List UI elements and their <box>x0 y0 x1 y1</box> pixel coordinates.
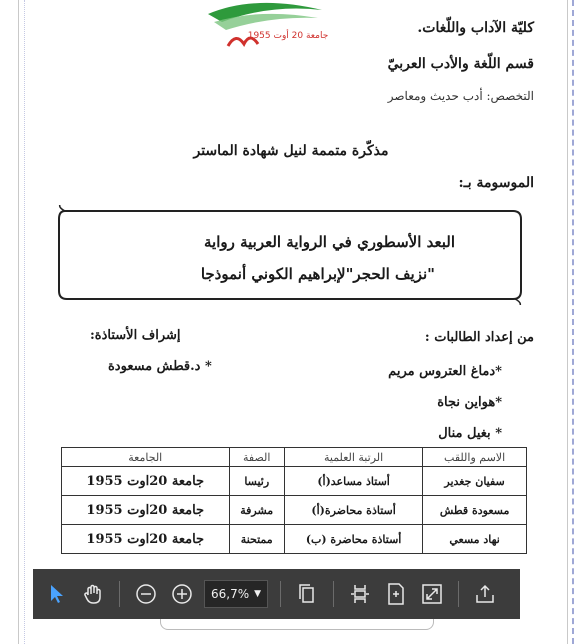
table-cell: أستاذة محاضرة(أ) <box>284 496 422 525</box>
table-cell: نهاد مسعي <box>423 525 527 554</box>
table-cell: مشرفة <box>229 496 284 525</box>
university-logo <box>200 0 330 52</box>
thesis-title-line2: "نزيف الحجر"لإبراهيم الكوني أنموذجا <box>200 265 435 283</box>
zoom-in-icon[interactable] <box>166 578 198 610</box>
fit-page-icon[interactable] <box>344 578 376 610</box>
hand-pan-icon[interactable] <box>77 578 109 610</box>
table-cell: مسعودة قطش <box>423 496 527 525</box>
supervisor-heading: إشراف الأستاذة: <box>90 328 181 343</box>
column-header: الجامعة <box>62 448 230 467</box>
zoom-level-value: 66,7% <box>211 587 250 601</box>
column-header: الرتبة العلمية <box>284 448 422 467</box>
page-margin-line-left <box>24 0 25 644</box>
zoom-level-select[interactable] <box>204 580 268 608</box>
table-row <box>62 496 527 525</box>
thesis-title-box <box>55 205 525 305</box>
scroll-frame-icon <box>55 205 525 305</box>
fit-width-icon[interactable] <box>380 578 412 610</box>
table-row <box>62 467 527 496</box>
supervisor-name: * د.قطش مسعودة <box>108 359 212 374</box>
jury-table <box>61 447 527 554</box>
logo-text: جامعة 20 أوت 1955 <box>247 31 329 41</box>
table-row <box>62 525 527 554</box>
zoom-out-icon[interactable] <box>130 578 162 610</box>
table-cell: سفيان جغدير <box>423 467 527 496</box>
toolbar-divider <box>333 581 334 607</box>
named-label: الموسومة بـ: <box>458 175 534 191</box>
student-name: *دماغ العتروس مريم <box>388 364 502 379</box>
fullscreen-icon[interactable] <box>416 578 448 610</box>
select-arrow-icon[interactable] <box>41 578 73 610</box>
specialty-text: التخصص: أدب حديث ومعاصر <box>387 89 534 103</box>
department-name: قسم اللّغة والأدب العربيّ <box>387 56 534 72</box>
column-header: الصفة <box>229 448 284 467</box>
student-name: *هواين نجاة <box>437 395 502 410</box>
prepared-by-heading: من إعداد الطالبات : <box>424 330 534 345</box>
thesis-title-line1: البعد الأسطوري في الرواية العربية رواية <box>204 233 455 251</box>
table-cell: ممتحنة <box>229 525 284 554</box>
column-header: الاسم واللقب <box>423 448 527 467</box>
faculty-name: كليّة الآداب واللّغات. <box>417 20 534 36</box>
page-margin-line <box>572 0 574 644</box>
toolbar-divider <box>280 581 281 607</box>
toolbar-divider <box>119 581 120 607</box>
pdf-viewer-toolbar <box>33 569 520 619</box>
toolbar-divider <box>458 581 459 607</box>
table-cell: جامعة 20اوت 1955 <box>62 496 230 525</box>
table-cell: رئيسا <box>229 467 284 496</box>
table-cell: أستاذة محاضرة (ب) <box>284 525 422 554</box>
chevron-down-icon: ▼ <box>254 589 261 599</box>
table-cell: أستاذ مساعد(أ) <box>284 467 422 496</box>
share-export-icon[interactable] <box>469 578 501 610</box>
degree-title: مذكّرة متممة لنيل شهادة الماستر <box>193 143 389 159</box>
copy-pages-icon[interactable] <box>291 578 323 610</box>
page-bottom-edge <box>160 619 434 630</box>
table-header-row <box>62 448 527 467</box>
student-name: * بغيل منال <box>438 426 502 441</box>
table-cell: جامعة 20اوت 1955 <box>62 525 230 554</box>
table-cell: جامعة 20اوت 1955 <box>62 467 230 496</box>
